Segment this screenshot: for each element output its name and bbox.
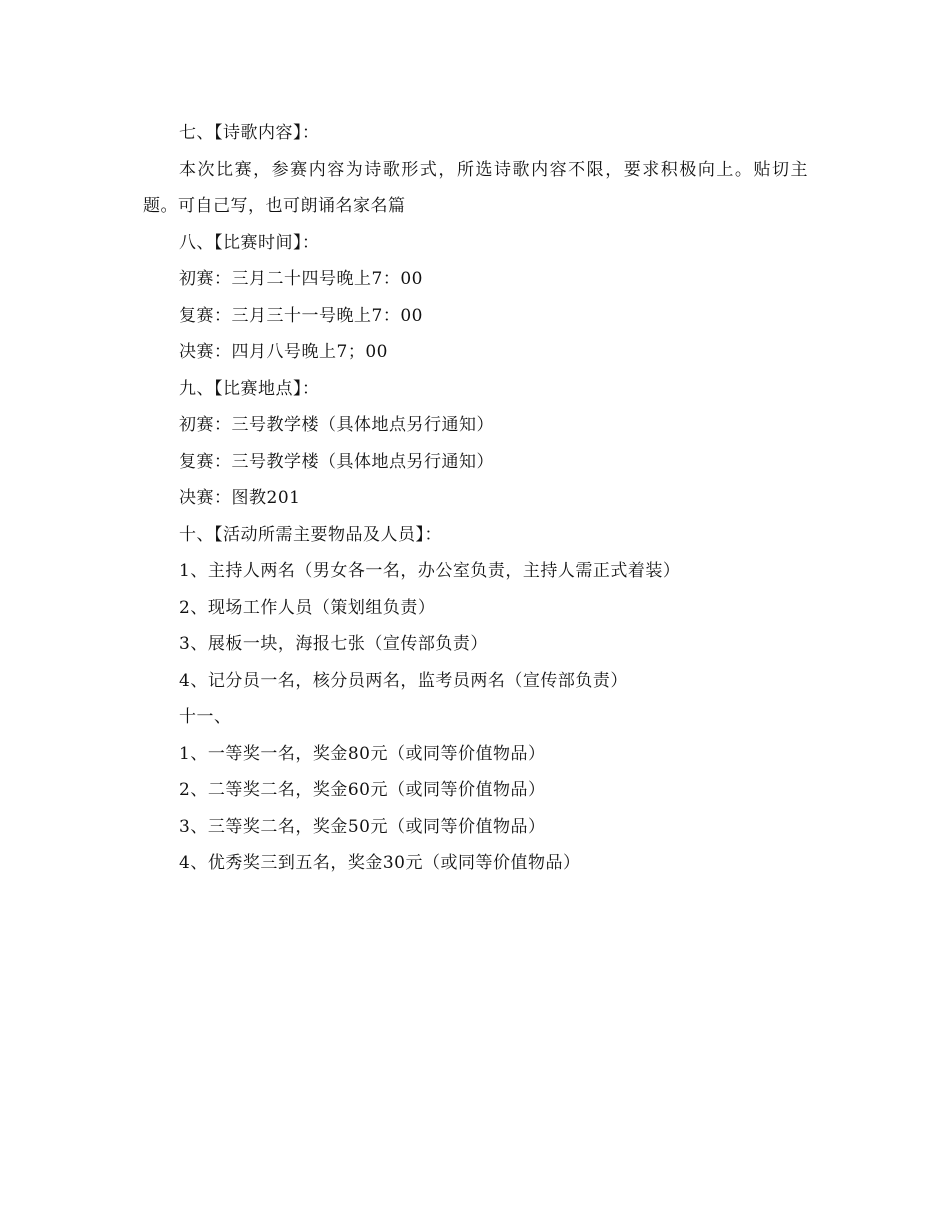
- section-heading-competition-location: 九、【比赛地点】：: [179, 378, 320, 399]
- list-item-scorers: 4、记分员一名，核分员两名，监考员两名（宣传部负责）: [179, 670, 628, 691]
- time-final: 决赛：四月八号晚上7；00: [179, 342, 388, 362]
- section-heading-poem-content: 七、【诗歌内容】：: [179, 123, 320, 143]
- document-body: [143, 115, 808, 882]
- section-heading-competition-time: 八、【比赛时间】：: [179, 232, 320, 253]
- award-second-prize: 2、二等奖二名，奖金60元（或同等价值物品）: [179, 780, 546, 800]
- poem-content-paragraph: 本次比赛，参赛内容为诗歌形式，所选诗歌内容不限，要求积极向上。贴切主题。可自己写，也可朗诵名家名篇: [143, 159, 808, 216]
- list-item-hosts: 1、主持人两名（男女各一名，办公室负责，主持人需正式着装）: [179, 561, 681, 581]
- award-first-prize: 1、一等奖一名，奖金80元（或同等价值物品）: [179, 743, 546, 764]
- section-heading-eleven: 十一、: [179, 707, 232, 727]
- list-item-boards-posters: 3、展板一块，海报七张（宣传部负责）: [179, 634, 488, 654]
- section-heading-items-and-staff: 十、【活动所需主要物品及人员】：: [179, 524, 442, 545]
- location-final: 决赛：图教201: [179, 488, 301, 508]
- location-semifinal: 复赛：三号教学楼（具体地点另行通知）: [179, 451, 494, 472]
- time-semifinal: 复赛：三月三十一号晚上7：00: [179, 305, 423, 326]
- award-third-prize: 3、三等奖二名，奖金50元（或同等价值物品）: [179, 816, 546, 837]
- time-preliminary: 初赛：三月二十四号晚上7：00: [179, 269, 423, 289]
- list-item-onsite-staff: 2、现场工作人员（策划组负责）: [179, 597, 436, 618]
- location-preliminary: 初赛：三号教学楼（具体地点另行通知）: [179, 415, 494, 435]
- award-excellence-prize: 4、优秀奖三到五名，奖金30元（或同等价值物品）: [179, 853, 581, 873]
